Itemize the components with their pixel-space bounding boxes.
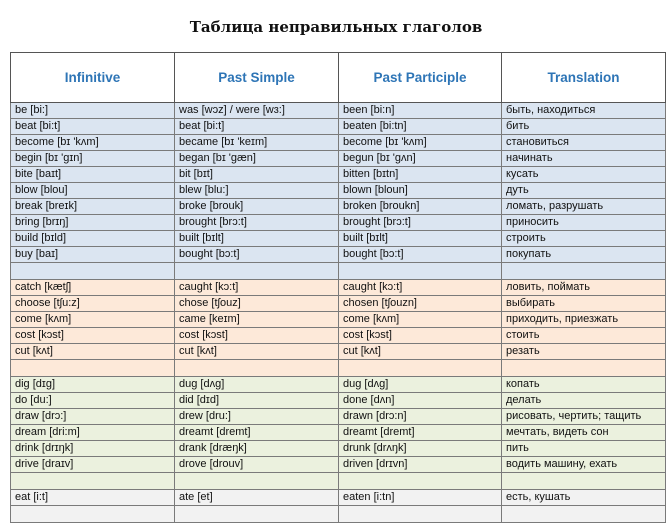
table-row — [11, 296, 666, 312]
empty-cell — [11, 473, 175, 490]
table-cell: dug [dʌg] — [175, 377, 339, 393]
table-row — [11, 328, 666, 344]
table-cell: пить — [502, 441, 666, 457]
table-cell: driven [drɪvn] — [339, 457, 502, 473]
table-row — [11, 151, 666, 167]
table-cell: done [dʌn] — [339, 393, 502, 409]
table-cell: break [breɪk] — [11, 199, 175, 215]
table-cell: broken [broukn] — [339, 199, 502, 215]
table-cell: became [bɪ 'keɪm] — [175, 135, 339, 151]
table-cell: choose [tʃu:z] — [11, 296, 175, 312]
table-cell: начинать — [502, 151, 666, 167]
table-cell: bite [baɪt] — [11, 167, 175, 183]
table-cell: dreamt [dremt] — [339, 425, 502, 441]
table-cell: cost [kɔst] — [175, 328, 339, 344]
table-cell: come [kʌm] — [339, 312, 502, 328]
table-cell: built [bɪlt] — [175, 231, 339, 247]
empty-cell — [175, 360, 339, 377]
separator-row — [11, 473, 666, 490]
table-cell: did [dɪd] — [175, 393, 339, 409]
table-cell: бить — [502, 119, 666, 135]
table-row — [11, 393, 666, 409]
table-cell: строить — [502, 231, 666, 247]
table-cell: brought [brɔ:t] — [175, 215, 339, 231]
table-row — [11, 167, 666, 183]
table-cell: come [kʌm] — [11, 312, 175, 328]
table-cell: bring [brɪŋ] — [11, 215, 175, 231]
table-cell: drew [dru:] — [175, 409, 339, 425]
table-row — [11, 344, 666, 360]
table-cell: drove [drouv] — [175, 457, 339, 473]
table-cell: быть, находиться — [502, 103, 666, 119]
table-cell: становиться — [502, 135, 666, 151]
empty-cell — [175, 506, 339, 523]
table-cell: ate [et] — [175, 490, 339, 506]
header-translation: Translation — [502, 53, 666, 103]
table-cell: копать — [502, 377, 666, 393]
table-cell: was [wɔz] / were [wɜ:] — [175, 103, 339, 119]
table-cell: blown [bloun] — [339, 183, 502, 199]
empty-cell — [502, 263, 666, 280]
table-cell: broke [brouk] — [175, 199, 339, 215]
table-cell: ломать, разрушать — [502, 199, 666, 215]
table-cell: caught [kɔ:t] — [175, 280, 339, 296]
table-cell: become [bɪ 'kʌm] — [339, 135, 502, 151]
table-cell: blow [blou] — [11, 183, 175, 199]
separator-row — [11, 263, 666, 280]
table-cell: dream [dri:m] — [11, 425, 175, 441]
table-row — [11, 425, 666, 441]
table-cell: brought [brɔ:t] — [339, 215, 502, 231]
header-past-simple: Past Simple — [175, 53, 339, 103]
table-cell: drunk [drʌŋk] — [339, 441, 502, 457]
empty-cell — [339, 263, 502, 280]
table-row — [11, 231, 666, 247]
table-row — [11, 280, 666, 296]
table-cell: draw [drɔ:] — [11, 409, 175, 425]
table-row — [11, 135, 666, 151]
table-cell: eat [i:t] — [11, 490, 175, 506]
table-row — [11, 441, 666, 457]
table-cell: bought [bɔ:t] — [339, 247, 502, 263]
table-cell: bought [bɔ:t] — [175, 247, 339, 263]
table-cell: делать — [502, 393, 666, 409]
empty-cell — [175, 263, 339, 280]
table-cell: began [bɪ 'gæn] — [175, 151, 339, 167]
header-infinitive: Infinitive — [11, 53, 175, 103]
table-cell: приходить, приезжать — [502, 312, 666, 328]
table-cell: dig [dɪg] — [11, 377, 175, 393]
table-cell: рисовать, чертить; тащить — [502, 409, 666, 425]
table-cell: do [du:] — [11, 393, 175, 409]
separator-row — [11, 506, 666, 523]
table-cell: cut [kʌt] — [175, 344, 339, 360]
table-cell: мечтать, видеть сон — [502, 425, 666, 441]
table-cell: приносить — [502, 215, 666, 231]
table-row — [11, 377, 666, 393]
table-cell: beat [bi:t] — [11, 119, 175, 135]
table-cell: cost [kɔst] — [339, 328, 502, 344]
table-cell: came [keɪm] — [175, 312, 339, 328]
table-cell: drawn [drɔ:n] — [339, 409, 502, 425]
table-cell: become [bɪ 'kʌm] — [11, 135, 175, 151]
table-cell: drink [drɪŋk] — [11, 441, 175, 457]
table-row — [11, 215, 666, 231]
table-cell: cut [kʌt] — [339, 344, 502, 360]
table-cell: be [bi:] — [11, 103, 175, 119]
empty-cell — [339, 360, 502, 377]
table-cell: begun [bɪ 'gʌn] — [339, 151, 502, 167]
table-row — [11, 409, 666, 425]
table-cell: chose [tʃouz] — [175, 296, 339, 312]
table-cell: buy [baɪ] — [11, 247, 175, 263]
table-cell: cut [kʌt] — [11, 344, 175, 360]
header-past-participle: Past Participle — [339, 53, 502, 103]
table-cell: catch [kætʃ] — [11, 280, 175, 296]
page-title: Таблица неправильных глаголов — [189, 18, 483, 36]
table-row — [11, 183, 666, 199]
empty-cell — [502, 506, 666, 523]
table-cell: chosen [tʃouzn] — [339, 296, 502, 312]
empty-cell — [11, 263, 175, 280]
table-cell: резать — [502, 344, 666, 360]
table-cell: водить машину, ехать — [502, 457, 666, 473]
table-row — [11, 119, 666, 135]
table-cell: eaten [i:tn] — [339, 490, 502, 506]
empty-cell — [502, 360, 666, 377]
table-cell: caught [kɔ:t] — [339, 280, 502, 296]
table-cell: dug [dʌg] — [339, 377, 502, 393]
empty-cell — [502, 473, 666, 490]
empty-cell — [175, 473, 339, 490]
table-row — [11, 490, 666, 506]
table-cell: beat [bi:t] — [175, 119, 339, 135]
table-row — [11, 199, 666, 215]
table-cell: покупать — [502, 247, 666, 263]
table-row — [11, 312, 666, 328]
table-body — [11, 103, 666, 523]
table-cell: выбирать — [502, 296, 666, 312]
table-cell: dreamt [dremt] — [175, 425, 339, 441]
table-cell: build [bɪld] — [11, 231, 175, 247]
table-cell: кусать — [502, 167, 666, 183]
table-cell: стоить — [502, 328, 666, 344]
table-cell: drive [draɪv] — [11, 457, 175, 473]
table-row — [11, 103, 666, 119]
table-row — [11, 247, 666, 263]
table-cell: есть, кушать — [502, 490, 666, 506]
table-row — [11, 457, 666, 473]
table-cell: bit [bɪt] — [175, 167, 339, 183]
table-cell: beaten [bi:tn] — [339, 119, 502, 135]
table-cell: blew [blu:] — [175, 183, 339, 199]
irregular-verbs-table — [10, 52, 666, 523]
table-cell: cost [kɔst] — [11, 328, 175, 344]
table-cell: been [bi:n] — [339, 103, 502, 119]
table-cell: built [bɪlt] — [339, 231, 502, 247]
empty-cell — [11, 506, 175, 523]
table-cell: drank [dræŋk] — [175, 441, 339, 457]
empty-cell — [339, 473, 502, 490]
table-cell: ловить, поймать — [502, 280, 666, 296]
table-cell: дуть — [502, 183, 666, 199]
separator-row — [11, 360, 666, 377]
empty-cell — [339, 506, 502, 523]
table-cell: begin [bɪ 'gɪn] — [11, 151, 175, 167]
empty-cell — [11, 360, 175, 377]
table-cell: bitten [bɪtn] — [339, 167, 502, 183]
header-row — [11, 53, 666, 103]
